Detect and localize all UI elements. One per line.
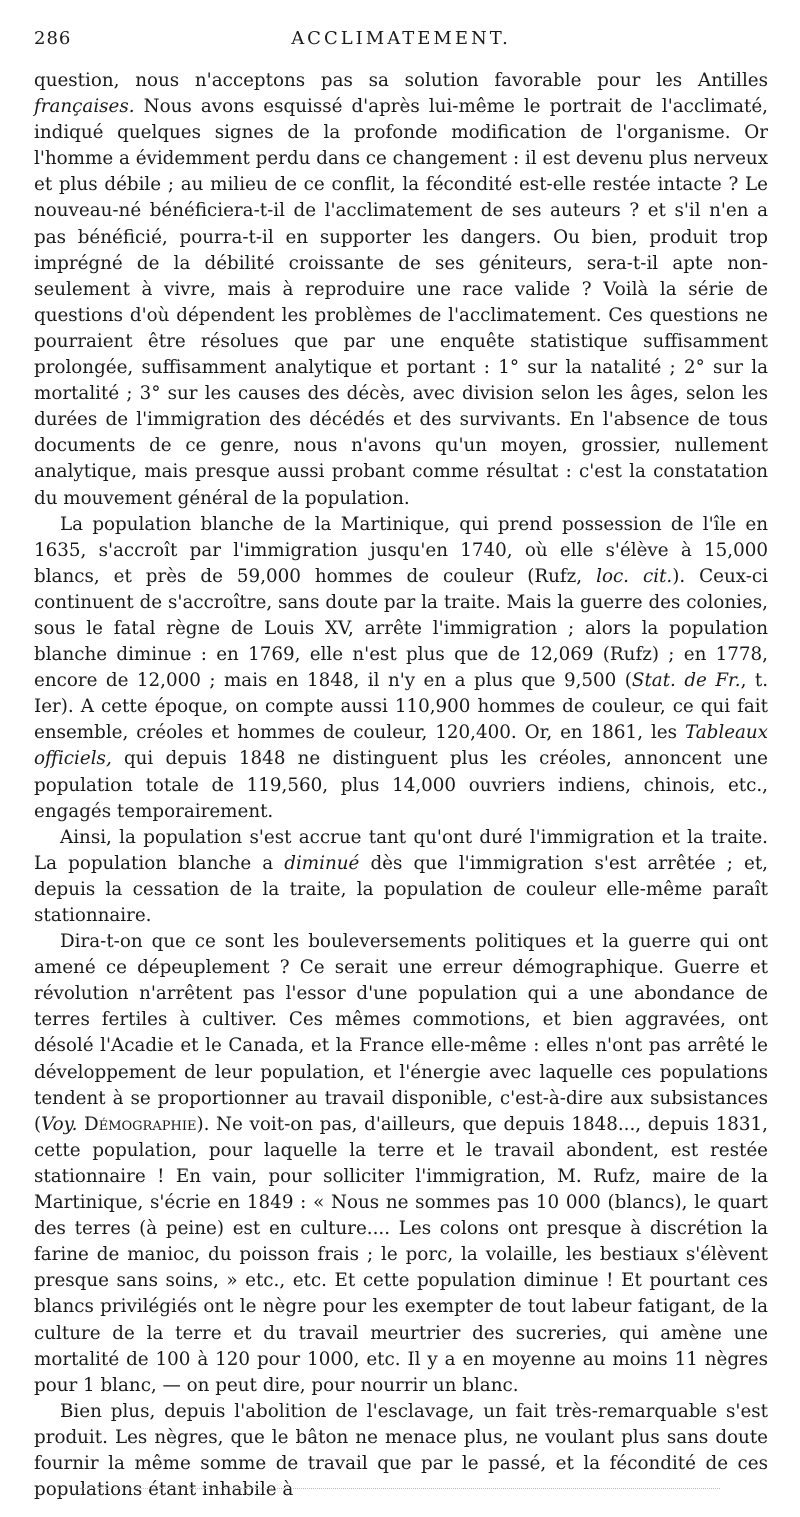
running-head: ACCLIMATEMENT. [291, 28, 511, 49]
italic-run: diminué [284, 852, 360, 874]
body-text [34, 68, 768, 1503]
text-run: , t. Ier). A cette époque, on compte aussi 110,900 hommes de couleur, ce qui fait ensemble, créoles et hommes de couleur, 120,400. Or, en 1861, les [34, 670, 769, 744]
italic-run: Stat. de Fr. [631, 670, 741, 692]
text-run: Ainsi, la population s'est accrue tant qu'ont duré l'immigration et la traite. La population blanche a [34, 826, 768, 874]
page-number: 286 [34, 28, 72, 49]
footer-rule [80, 1488, 720, 1489]
text-run: La population blanche de la Martinique, qui prend possession de l'île en 1635, s'accroît par l'immigration jusqu'en 1740, où elle s'élève à 15,000 blancs, et près de 59,000 hommes de couleur (Rufz, [34, 513, 768, 587]
text-run: Dira-t-on que ce sont les bouleversements politiques et la guerre qui ont amené ce dépeuplement ? Ce serait une erreur démographique. Guerre et révolution n'arrêtent pas l'essor d'une population qui a une abondance de terres fertiles à cultiver. Ces mêmes commotions, et bien aggravées, ont désolé l'Acadie et le Canada, et la France elle-même : elles n'ont pas arrêté le développement de leur population, et l'énergie avec laquelle ces populations tendent à se proportionner au travail disponible, c'est-à-dire aux subsistances ( [34, 931, 768, 1135]
text-run: qui depuis 1848 ne distinguent plus les créoles, annoncent une population totale de 119,560, plus 14,000 ouvriers indiens, chinois, etc., engagés temporairement. [34, 748, 768, 822]
italic-run: loc. cit. [596, 565, 673, 587]
italic-run: Voy. [41, 1113, 78, 1135]
text-run: question, nous n'acceptons pas sa solution favorable pour les Antilles [34, 70, 768, 91]
page-header [34, 28, 768, 64]
text-run: Bien plus, depuis l'abolition de l'esclavage, un fait très-remarquable s'est produit. Les nègres, que le bâton ne menace plus, ne voulant plus sans doute fournir la même somme de travail que par le passé, et la fécondité de ces populations étant inhabile à [34, 1400, 768, 1501]
italic-run: Tableaux officiels, [34, 722, 768, 770]
paragraph-1 [34, 68, 768, 512]
paragraph-2 [34, 512, 768, 825]
text-run: dès que l'immigration s'est arrêtée ; et, depuis la cessation de la traite, la population de couleur elle-même paraît stationnaire. [34, 852, 768, 926]
text-run: Nous avons esquissé d'après lui-même le portrait de l'acclimaté, indiqué quelques signes de la profonde modification de l'organisme. Or l'homme a évidemment perdu dans ce changement : il est devenu plus nerveux et plus débile ; au milieu de ce conflit, la fécondité est-elle restée intacte ? Le nouveau-né bénéficiera-t-il de l'acclimatement de ses auteurs ? et s'il n'en a pas bénéficié, pourra-t-il en supporter les dangers. Ou bien, produit trop imprégné de la débilité croissante de ses géniteurs, sera-t-il apte non-seulement à vivre, mais à reproduire une race valide ? Voilà la série de questions d'où dépendent les problèmes de l'acclimatement. Ces questions ne pourraient être résolues que par une enquête statistique suffisamment prolongée, suffisamment analytique et portant : 1° sur la natalité ; 2° sur la mortalité ; 3° sur les causes des décès, avec division selon les âges, selon les durées de l'immigration des décédés et des survivants. En l'absence de tous documents de ce genre, nous n'avons qu'un moyen, grossier, nullement analytique, mais presque aussi probant comme résultat : c'est la constatation du mouvement général de la population. [34, 96, 768, 509]
text-run: ). Ceux-ci continuent de s'accroître, sans doute par la traite. Mais la guerre des colonies, sous le fatal règne de Louis XV, arrête l'immigration ; alors la population blanche diminue : en 1769, elle n'est plus que de 12,069 (Rufz) ; en 1778, encore de 12,000 ; mais en 1848, il n'y en a plus que 9,500 ( [34, 565, 768, 692]
paragraph-3 [34, 825, 768, 929]
page [34, 28, 768, 1503]
paragraph-4 [34, 929, 768, 1399]
text-run: ). Ne voit-on pas, d'ailleurs, que depuis 1848..., depuis 1831, cette population, pour laquelle la terre et le travail abondent, est restée stationnaire ! En vain, pour solliciter l'immigration, M. Rufz, maire de la Martinique, s'écrie en 1849 : « Nous ne sommes pas 10 000 (blancs), le quart des terres (à peine) est en culture.... Les colons ont presque à discrétion la farine de manioc, du poisson frais ; le porc, la volaille, les bestiaux s'élèvent presque sans soins, » etc., etc. Et cette population diminue ! Et pourtant ces blancs privilégiés ont le nègre pour les exempter de tout labeur fatigant, de la culture de la terre et du travail meurtrier des sucreries, qui amène une mortalité de 100 à 120 pour 1000, etc. Il y a en moyenne au moins 11 nègres pour 1 blanc, — on peut dire, pour nourrir un blanc. [34, 1113, 768, 1396]
cross-reference: Démographie [77, 1113, 197, 1135]
italic-run: françaises. [34, 96, 135, 118]
